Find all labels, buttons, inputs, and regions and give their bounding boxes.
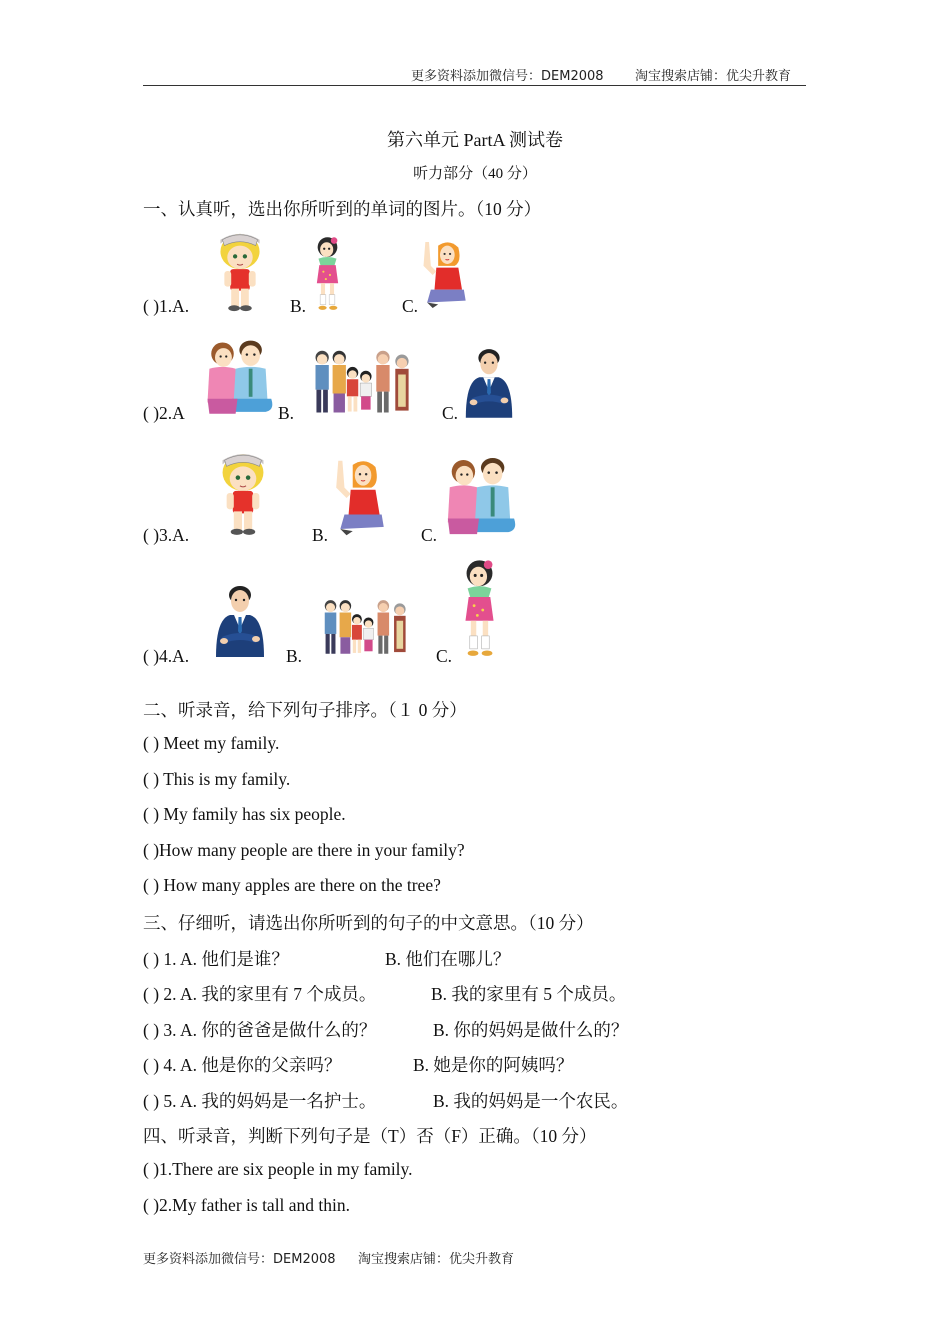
q2-option-b: B. [278, 403, 295, 423]
couple-picture [440, 454, 518, 542]
page-title: 第六单元 PartA 测试卷 [386, 130, 563, 150]
section2-item: ( ) My family has six people. [143, 804, 346, 824]
section4-item: ( )1.There are six people in my family. [143, 1159, 413, 1179]
q4-option-b: B. [286, 646, 303, 666]
section2-item: ( ) Meet my family. [143, 733, 280, 753]
section3-heading: 三、仔细听，请选出你所听到的句子的中文意思。（10 分） [143, 913, 594, 933]
section3-item-b: B. 我的家里有 5 个成员。 [431, 984, 627, 1004]
footer-wechat: 更多资料添加微信号：DEM2008 [143, 1252, 336, 1267]
mother-picture [418, 236, 473, 314]
couple-picture [200, 336, 275, 422]
section2-item: ( ) This is my family. [143, 769, 291, 789]
q2-option-c: C. [442, 403, 459, 423]
q1-option-c: C. [402, 296, 419, 316]
q2-number: ( )2.A [143, 403, 185, 423]
section4-item: ( )2.My father is tall and thin. [143, 1195, 351, 1215]
section4-heading: 四、听录音，判断下列句子是（T）否（F）正确。（10 分） [143, 1126, 597, 1146]
header-wechat: 更多资料添加微信号：DEM2008 [411, 69, 604, 84]
section3-item-b: B. 他们在哪儿？ [385, 949, 511, 969]
q1-option-b: B. [290, 296, 307, 316]
header-divider [143, 85, 806, 86]
boy-picture [210, 228, 270, 316]
section3-item-a: ( ) 3. A. 你的爸爸是做什么的？ [143, 1020, 377, 1040]
q3-option-c: C. [421, 525, 438, 545]
section1-heading: 一、认真听，选出你所听到的单词的图片。（10 分） [143, 199, 542, 219]
man-picture [210, 580, 270, 662]
section3-item-b: B. 你的妈妈是做什么的？ [433, 1020, 629, 1040]
girl-picture [452, 556, 507, 664]
family-picture [316, 596, 416, 662]
section2-item: ( )How many people are there in your family? [143, 840, 465, 860]
q4-option-c: C. [436, 646, 453, 666]
section2-heading: 二、听录音，给下列句子排序。（１ 0 分） [143, 700, 467, 720]
header-shop: 淘宝搜索店铺：优尖升教育 [635, 69, 792, 84]
q1-number: ( )1.A. [143, 296, 190, 316]
section3-item-a: ( ) 1. A. 他们是谁？ [143, 949, 289, 969]
man-picture [460, 344, 518, 422]
mother-picture [330, 454, 392, 542]
footer-shop: 淘宝搜索店铺：优尖升教育 [358, 1252, 515, 1267]
section3-item-a: ( ) 2. A. 我的家里有 7 个成员。 [143, 984, 377, 1004]
section3-item-b: B. 她是你的阿姨吗？ [413, 1055, 574, 1075]
section2-item: ( ) How many apples are there on the tree? [143, 875, 441, 895]
section3-item-a: ( ) 4. A. 他是你的父亲吗？ [143, 1055, 342, 1075]
q3-number: ( )3.A. [143, 525, 190, 545]
girl-picture [305, 234, 350, 316]
q3-option-b: B. [312, 525, 329, 545]
family-picture [308, 346, 418, 422]
page-subtitle: 听力部分（40 分） [413, 166, 537, 182]
section3-item-b: B. 我的妈妈是一个农民。 [433, 1091, 629, 1111]
boy-picture [212, 448, 274, 540]
q4-number: ( )4.A. [143, 646, 190, 666]
section3-item-a: ( ) 5. A. 我的妈妈是一名护士。 [143, 1091, 377, 1111]
